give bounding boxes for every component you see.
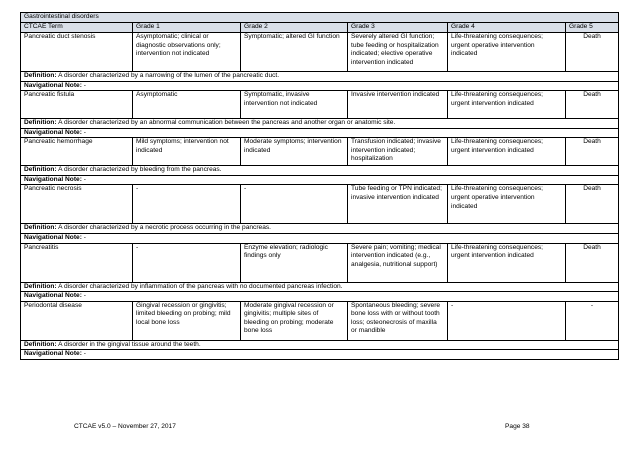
- grade-3-cell: Severely altered GI function; tube feeding or hospitalization indicated; elective operative intervention indicated: [348, 33, 448, 72]
- grade-3-cell: Tube feeding or TPN indicated; invasive intervention indicated: [348, 185, 448, 224]
- navigational-note-label: Navigational Note:: [24, 128, 82, 136]
- navigational-note-text: -: [83, 350, 86, 358]
- grade-1-cell: -: [133, 243, 241, 282]
- navigational-note-row: [21, 292, 619, 302]
- definition-cell: [21, 282, 619, 292]
- navigational-note-text: -: [83, 81, 86, 89]
- navigational-note-cell: [21, 175, 619, 185]
- col-header-grade-3: Grade 3: [348, 23, 448, 33]
- definition-cell: [21, 119, 619, 129]
- grade-5-cell: Death: [566, 33, 619, 72]
- grade-3-cell: Invasive intervention indicated: [348, 91, 448, 119]
- grade-2-cell: Enzyme elevation; radiologic findings only: [241, 243, 348, 282]
- grade-2-cell: Moderate symptoms; intervention indicated: [241, 138, 348, 166]
- grade-1-cell: -: [133, 185, 241, 224]
- definition-label: Definition:: [24, 340, 57, 348]
- navigational-note-cell: [21, 292, 619, 302]
- grade-1-cell: Gingival recession or gingivitis; limited bleeding on probing; mild local bone loss: [133, 301, 241, 340]
- definition-row: [21, 166, 619, 176]
- section-title: Gastrointestinal disorders: [21, 13, 619, 23]
- definition-text: A disorder characterized by inflammation of the pancreas with no documented pancreas infection.: [58, 282, 343, 290]
- ctcae-table: [20, 12, 619, 360]
- definition-row: [21, 224, 619, 234]
- navigational-note-row: [21, 175, 619, 185]
- grade-4-cell: Life-threatening consequences; urgent intervention indicated: [448, 91, 566, 119]
- term-cell: Pancreatic fistula: [21, 91, 133, 119]
- definition-label: Definition:: [24, 72, 57, 79]
- navigational-note-row: [21, 128, 619, 138]
- navigational-note-text: -: [83, 233, 86, 241]
- grade-4-cell: Life-threatening consequences; urgent operative intervention indicated: [448, 185, 566, 224]
- grade-3-cell: Severe pain; vomiting; medical intervention indicated (e.g., analgesia, nutritional support): [348, 243, 448, 282]
- navigational-note-text: -: [83, 175, 86, 183]
- table-row: [21, 138, 619, 166]
- definition-label: Definition:: [24, 282, 57, 290]
- definition-label: Definition:: [24, 119, 57, 127]
- definition-row: [21, 282, 619, 292]
- table-body: [21, 33, 619, 360]
- col-header-grade-2: Grade 2: [241, 23, 348, 33]
- definition-text: A disorder characterized by a narrowing of the lumen of the pancreatic duct.: [58, 72, 280, 79]
- grade-4-cell: -: [448, 301, 566, 340]
- term-cell: Pancreatic duct stenosis: [21, 33, 133, 72]
- term-cell: Periodontal disease: [21, 301, 133, 340]
- term-cell: Pancreatic hemorrhage: [21, 138, 133, 166]
- col-header-term: CTCAE Term: [21, 23, 133, 33]
- definition-row: [21, 72, 619, 82]
- grade-2-cell: Symptomatic; altered GI function: [241, 33, 348, 72]
- grade-2-cell: Moderate gingival recession or gingivitis; multiple sites of bleeding on probing; moderate bone loss: [241, 301, 348, 340]
- navigational-note-row: [21, 81, 619, 91]
- navigational-note-cell: [21, 233, 619, 243]
- navigational-note-row: [21, 350, 619, 360]
- navigational-note-row: [21, 233, 619, 243]
- term-cell: Pancreatitis: [21, 243, 133, 282]
- grade-5-cell: Death: [566, 91, 619, 119]
- grade-3-cell: Transfusion indicated; invasive intervention indicated; hospitalization: [348, 138, 448, 166]
- grade-2-cell: Symptomatic, invasive intervention not indicated: [241, 91, 348, 119]
- col-header-grade-4: Grade 4: [448, 23, 566, 33]
- footer-page-number: Page 38: [505, 423, 530, 430]
- navigational-note-label: Navigational Note:: [24, 233, 82, 241]
- grade-4-cell: Life-threatening consequences; urgent intervention indicated: [448, 243, 566, 282]
- grade-5-cell: -: [566, 301, 619, 340]
- definition-text: A disorder characterized by bleeding from the pancreas.: [58, 166, 222, 174]
- navigational-note-label: Navigational Note:: [24, 81, 82, 89]
- definition-label: Definition:: [24, 166, 57, 174]
- grade-5-cell: Death: [566, 185, 619, 224]
- definition-cell: [21, 340, 619, 350]
- table-row: [21, 33, 619, 72]
- definition-label: Definition:: [24, 224, 57, 232]
- definition-text: A disorder characterized by a necrotic process occurring in the pancreas.: [58, 224, 272, 232]
- navigational-note-cell: [21, 128, 619, 138]
- definition-cell: [21, 166, 619, 176]
- navigational-note-cell: [21, 81, 619, 91]
- grade-4-cell: Life-threatening consequences; urgent operative intervention indicated: [448, 33, 566, 72]
- grade-5-cell: Death: [566, 243, 619, 282]
- col-header-grade-1: Grade 1: [133, 23, 241, 33]
- grade-5-cell: Death: [566, 138, 619, 166]
- table-row: [21, 185, 619, 224]
- definition-text: A disorder characterized by an abnormal communication between the pancreas and another organ or anatomic site.: [58, 119, 396, 127]
- definition-row: [21, 119, 619, 129]
- col-header-grade-5: Grade 5: [566, 23, 619, 33]
- navigational-note-text: -: [83, 128, 86, 136]
- table-row: [21, 91, 619, 119]
- footer-version: CTCAE v5.0 – November 27, 2017: [74, 423, 176, 430]
- definition-cell: [21, 72, 619, 82]
- definition-cell: [21, 224, 619, 234]
- definition-row: [21, 340, 619, 350]
- table-row: [21, 301, 619, 340]
- grade-1-cell: Asymptomatic; clinical or diagnostic observations only; intervention not indicated: [133, 33, 241, 72]
- table-row: [21, 243, 619, 282]
- grade-2-cell: -: [241, 185, 348, 224]
- navigational-note-cell: [21, 350, 619, 360]
- grade-4-cell: Life-threatening consequences; urgent intervention indicated: [448, 138, 566, 166]
- navigational-note-label: Navigational Note:: [24, 350, 82, 358]
- grade-3-cell: Spontaneous bleeding; severe bone loss with or without tooth loss; osteonecrosis of maxilla or mandible: [348, 301, 448, 340]
- term-cell: Pancreatic necrosis: [21, 185, 133, 224]
- navigational-note-label: Navigational Note:: [24, 292, 82, 300]
- grade-1-cell: Mild symptoms; intervention not indicated: [133, 138, 241, 166]
- navigational-note-text: -: [83, 292, 86, 300]
- grade-1-cell: Asymptomatic: [133, 91, 241, 119]
- definition-text: A disorder in the gingival tissue around the teeth.: [58, 340, 201, 348]
- navigational-note-label: Navigational Note:: [24, 175, 82, 183]
